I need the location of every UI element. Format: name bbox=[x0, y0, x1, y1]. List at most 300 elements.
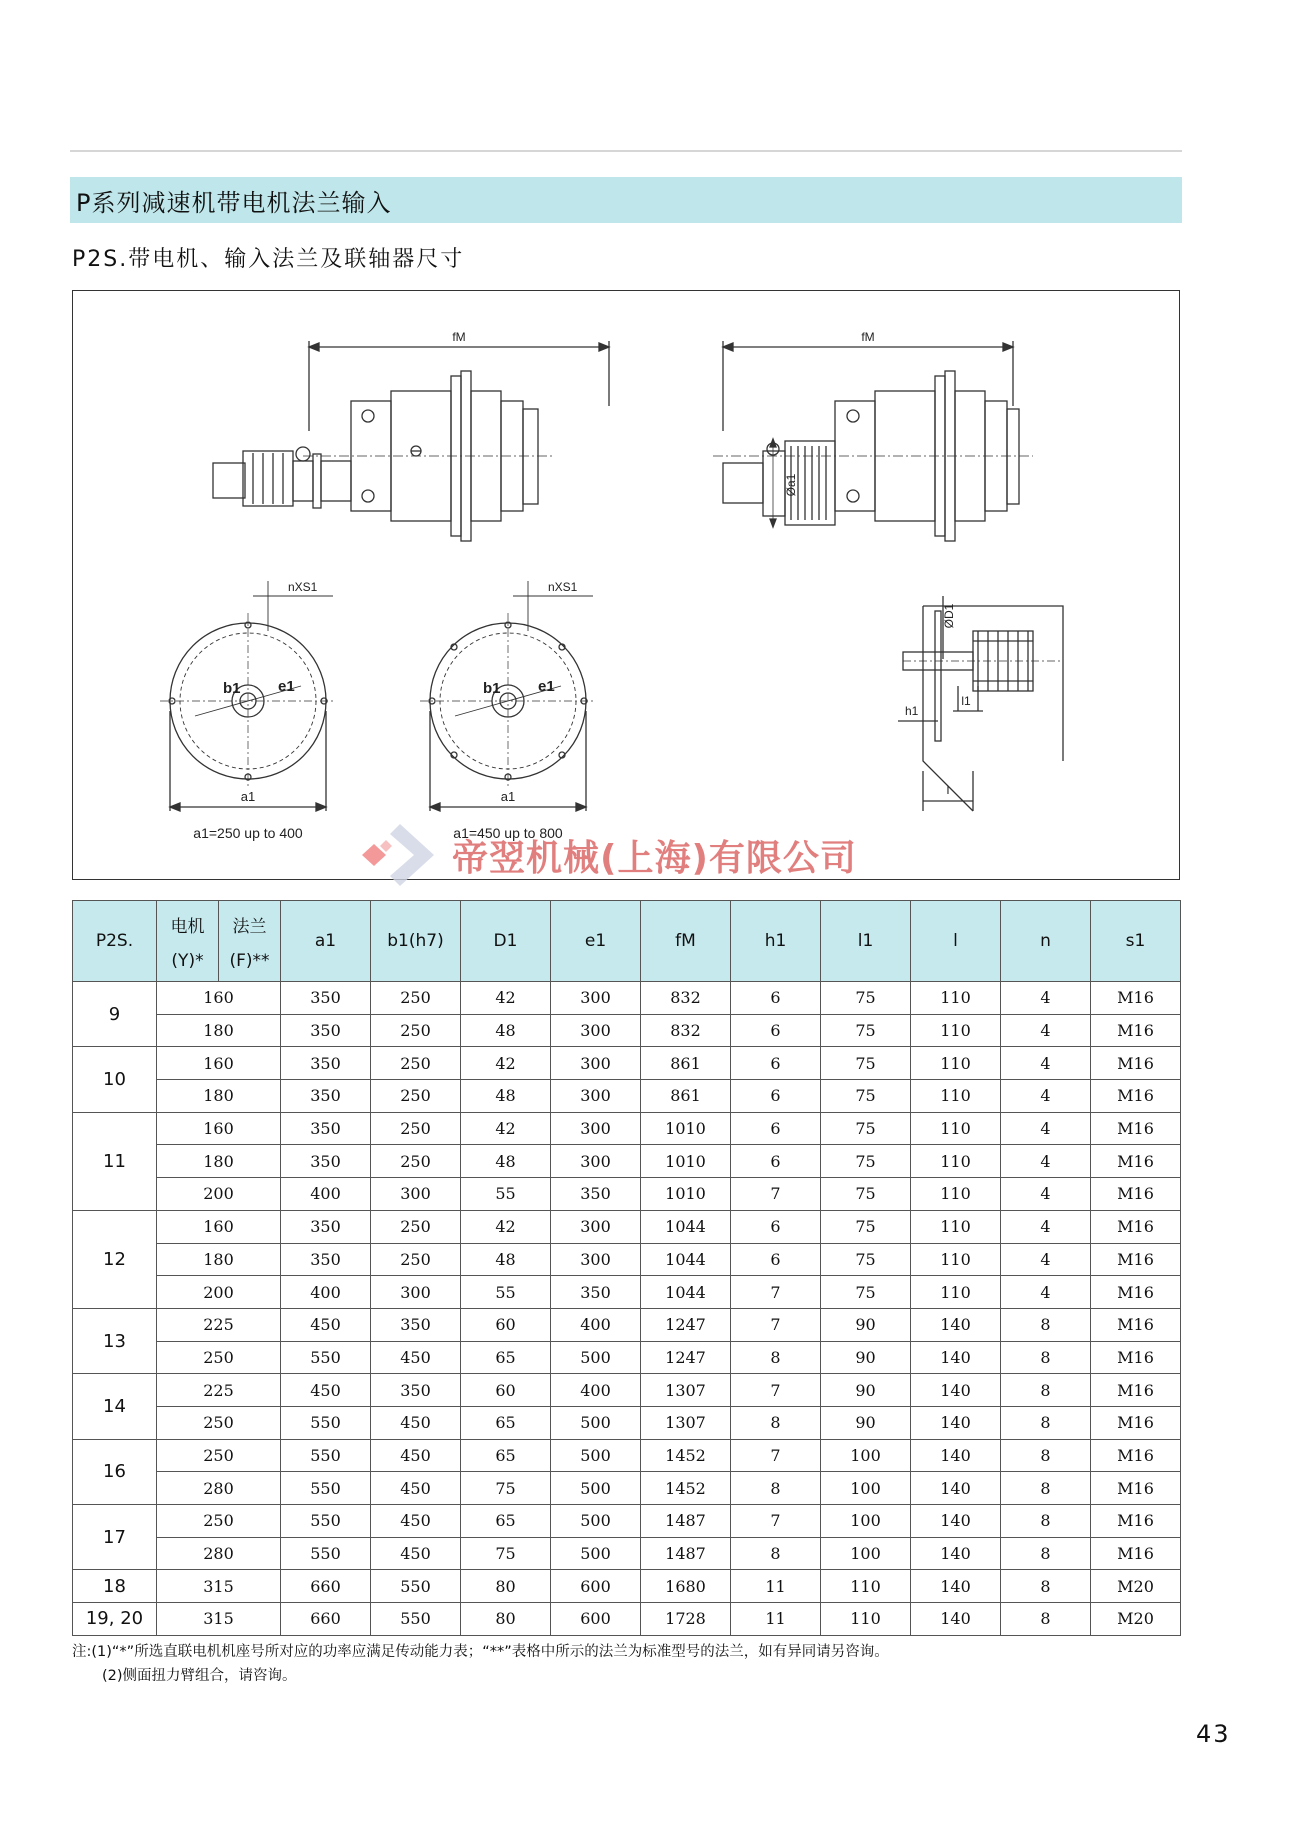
a1-label-2: a1 bbox=[500, 789, 516, 804]
motor-flange-cell: 180 bbox=[157, 1145, 281, 1178]
table-cell: 100 bbox=[821, 1472, 911, 1505]
header-a1: a1 bbox=[281, 901, 371, 982]
motor-flange-cell: 180 bbox=[157, 1080, 281, 1113]
table-cell: 300 bbox=[551, 982, 641, 1015]
table-cell: M16 bbox=[1091, 1505, 1181, 1538]
table-cell: 1452 bbox=[641, 1439, 731, 1472]
table-row bbox=[73, 1374, 1181, 1407]
table-cell: M16 bbox=[1091, 1243, 1181, 1276]
table-cell: M16 bbox=[1091, 1112, 1181, 1145]
table-cell: 110 bbox=[911, 1210, 1001, 1243]
table-cell: 350 bbox=[281, 1145, 371, 1178]
nxs1-label-1: nXS1 bbox=[288, 580, 318, 594]
flange-end-view-small bbox=[160, 580, 336, 841]
table-cell: 1487 bbox=[641, 1537, 731, 1570]
table-cell: 400 bbox=[281, 1178, 371, 1211]
table-cell: 500 bbox=[551, 1472, 641, 1505]
motor-flange-cell: 250 bbox=[157, 1439, 281, 1472]
table-cell: 48 bbox=[461, 1014, 551, 1047]
table-cell: 1728 bbox=[641, 1603, 731, 1636]
table-row bbox=[73, 1505, 1181, 1538]
table-cell: 500 bbox=[551, 1439, 641, 1472]
table-cell: 600 bbox=[551, 1570, 641, 1603]
table-cell: 55 bbox=[461, 1276, 551, 1309]
table-cell: 450 bbox=[371, 1537, 461, 1570]
fm-label-2: fM bbox=[861, 330, 875, 344]
table-cell: 8 bbox=[1001, 1505, 1091, 1538]
table-cell: 1010 bbox=[641, 1112, 731, 1145]
table-cell: 110 bbox=[911, 1080, 1001, 1113]
d1-diameter-label: ØD1 bbox=[942, 603, 956, 629]
section-title: P系列减速机带电机法兰输入 bbox=[76, 188, 392, 217]
table-cell: 7 bbox=[731, 1308, 821, 1341]
table-cell: 6 bbox=[731, 1047, 821, 1080]
table-cell: 400 bbox=[281, 1276, 371, 1309]
table-cell: 140 bbox=[911, 1505, 1001, 1538]
table-header-row bbox=[73, 901, 1181, 982]
table-cell: 300 bbox=[551, 1112, 641, 1145]
table-row bbox=[73, 1014, 1181, 1047]
table-cell: 400 bbox=[551, 1308, 641, 1341]
table-cell: 1487 bbox=[641, 1505, 731, 1538]
table-cell: 110 bbox=[821, 1603, 911, 1636]
table-row bbox=[73, 1472, 1181, 1505]
table-cell: 8 bbox=[731, 1472, 821, 1505]
table-cell: 100 bbox=[821, 1439, 911, 1472]
table-cell: 450 bbox=[371, 1505, 461, 1538]
table-cell: 250 bbox=[371, 1080, 461, 1113]
page-number: 43 bbox=[1196, 1720, 1231, 1748]
table-cell: 1044 bbox=[641, 1243, 731, 1276]
table-row bbox=[73, 1145, 1181, 1178]
watermark bbox=[360, 820, 857, 890]
motor-flange-cell: 160 bbox=[157, 1112, 281, 1145]
table-cell: M16 bbox=[1091, 1537, 1181, 1570]
table-row bbox=[73, 1243, 1181, 1276]
table-cell: 250 bbox=[371, 1112, 461, 1145]
table-cell: 250 bbox=[371, 1210, 461, 1243]
table-cell: 100 bbox=[821, 1505, 911, 1538]
table-cell: 7 bbox=[731, 1505, 821, 1538]
table-cell: 110 bbox=[911, 1014, 1001, 1047]
series-cell: 16 bbox=[73, 1439, 157, 1504]
header-s1: s1 bbox=[1091, 901, 1181, 982]
motor-flange-cell: 180 bbox=[157, 1014, 281, 1047]
table-cell: M20 bbox=[1091, 1603, 1181, 1636]
table-cell: 75 bbox=[461, 1537, 551, 1570]
a1-label-1: a1 bbox=[240, 789, 256, 804]
table-cell: 110 bbox=[911, 982, 1001, 1015]
table-cell: 8 bbox=[1001, 1308, 1091, 1341]
table-cell: 350 bbox=[281, 1112, 371, 1145]
header-flange-bottom: (F)** bbox=[229, 950, 270, 971]
header-flange-top: 法兰 bbox=[232, 916, 267, 937]
table-cell: 4 bbox=[1001, 1014, 1091, 1047]
coupling-section-detail bbox=[898, 596, 1063, 811]
table-cell: 6 bbox=[731, 982, 821, 1015]
table-cell: 75 bbox=[821, 1145, 911, 1178]
series-cell: 13 bbox=[73, 1308, 157, 1373]
table-cell: 450 bbox=[281, 1374, 371, 1407]
table-cell: 660 bbox=[281, 1603, 371, 1636]
table-cell: M16 bbox=[1091, 1210, 1181, 1243]
table-cell: M16 bbox=[1091, 1308, 1181, 1341]
table-cell: 350 bbox=[281, 1243, 371, 1276]
table-cell: 140 bbox=[911, 1374, 1001, 1407]
table-cell: 300 bbox=[551, 1145, 641, 1178]
fm-label-1: fM bbox=[452, 330, 466, 344]
header-l: l bbox=[911, 901, 1001, 982]
technical-drawing bbox=[72, 290, 1180, 880]
header-motor bbox=[157, 901, 219, 982]
table-cell: M16 bbox=[1091, 1374, 1181, 1407]
table-cell: 75 bbox=[821, 1112, 911, 1145]
table-cell: 7 bbox=[731, 1439, 821, 1472]
table-cell: 861 bbox=[641, 1080, 731, 1113]
table-cell: 500 bbox=[551, 1537, 641, 1570]
motor-flange-cell: 250 bbox=[157, 1505, 281, 1538]
table-cell: 42 bbox=[461, 1210, 551, 1243]
table-cell: 75 bbox=[821, 1243, 911, 1276]
table-cell: M16 bbox=[1091, 1341, 1181, 1374]
header-b1: b1(h7) bbox=[371, 901, 461, 982]
table-cell: 8 bbox=[1001, 1374, 1091, 1407]
table-cell: 550 bbox=[281, 1537, 371, 1570]
table-cell: 55 bbox=[461, 1178, 551, 1211]
caption-large-range: a1=450 up to 800 bbox=[453, 825, 563, 841]
table-cell: M16 bbox=[1091, 1472, 1181, 1505]
table-cell: 500 bbox=[551, 1406, 641, 1439]
table-cell: 100 bbox=[821, 1537, 911, 1570]
motor-flange-cell: 280 bbox=[157, 1472, 281, 1505]
table-cell: 350 bbox=[281, 1210, 371, 1243]
header-d1: D1 bbox=[461, 901, 551, 982]
table-cell: 75 bbox=[461, 1472, 551, 1505]
table-cell: 65 bbox=[461, 1341, 551, 1374]
motor-flange-cell: 200 bbox=[157, 1178, 281, 1211]
flange-end-view-large bbox=[420, 580, 596, 841]
table-cell: 8 bbox=[1001, 1406, 1091, 1439]
table-cell: 75 bbox=[821, 982, 911, 1015]
table-cell: 6 bbox=[731, 1112, 821, 1145]
header-l1: l1 bbox=[821, 901, 911, 982]
table-cell: 300 bbox=[371, 1276, 461, 1309]
table-cell: 60 bbox=[461, 1308, 551, 1341]
table-cell: 1010 bbox=[641, 1178, 731, 1211]
table-cell: 8 bbox=[1001, 1603, 1091, 1636]
table-cell: 400 bbox=[551, 1374, 641, 1407]
table-cell: 8 bbox=[731, 1537, 821, 1570]
table-cell: 250 bbox=[371, 982, 461, 1015]
table-cell: 250 bbox=[371, 1145, 461, 1178]
table-cell: 140 bbox=[911, 1439, 1001, 1472]
table-cell: 110 bbox=[911, 1276, 1001, 1309]
b1-label-2: b1 bbox=[483, 680, 501, 697]
table-cell: 1247 bbox=[641, 1341, 731, 1374]
series-cell: 18 bbox=[73, 1570, 157, 1603]
table-cell: 300 bbox=[551, 1243, 641, 1276]
table-row bbox=[73, 1341, 1181, 1374]
table-cell: 350 bbox=[281, 1080, 371, 1113]
table-cell: 550 bbox=[371, 1570, 461, 1603]
series-cell: 9 bbox=[73, 982, 157, 1047]
table-cell: 450 bbox=[371, 1472, 461, 1505]
table-cell: 48 bbox=[461, 1243, 551, 1276]
header-fm: fM bbox=[641, 901, 731, 982]
table-cell: 75 bbox=[821, 1080, 911, 1113]
table-cell: 861 bbox=[641, 1047, 731, 1080]
table-cell: 1247 bbox=[641, 1308, 731, 1341]
table-cell: 6 bbox=[731, 1014, 821, 1047]
table-cell: 550 bbox=[281, 1406, 371, 1439]
table-cell: 90 bbox=[821, 1374, 911, 1407]
page-subtitle: P2S.带电机、输入法兰及联轴器尺寸 bbox=[72, 247, 465, 272]
table-cell: 4 bbox=[1001, 1276, 1091, 1309]
table-cell: M16 bbox=[1091, 1145, 1181, 1178]
table-cell: 450 bbox=[371, 1439, 461, 1472]
table-cell: 4 bbox=[1001, 1112, 1091, 1145]
motor-flange-cell: 200 bbox=[157, 1276, 281, 1309]
nxs1-label-2: nXS1 bbox=[548, 580, 578, 594]
motor-flange-cell: 225 bbox=[157, 1374, 281, 1407]
table-cell: 75 bbox=[821, 1047, 911, 1080]
table-cell: 550 bbox=[281, 1472, 371, 1505]
top-rule bbox=[70, 150, 1182, 152]
table-cell: 8 bbox=[1001, 1439, 1091, 1472]
table-cell: 42 bbox=[461, 982, 551, 1015]
table-cell: 110 bbox=[911, 1243, 1001, 1276]
table-cell: 48 bbox=[461, 1080, 551, 1113]
dimension-table bbox=[72, 900, 1181, 1636]
series-cell: 14 bbox=[73, 1374, 157, 1439]
table-body bbox=[73, 982, 1181, 1636]
company-logo-icon bbox=[360, 820, 446, 890]
table-cell: 660 bbox=[281, 1570, 371, 1603]
table-cell: 4 bbox=[1001, 1243, 1091, 1276]
table-cell: 7 bbox=[731, 1374, 821, 1407]
table-row bbox=[73, 1080, 1181, 1113]
table-cell: 300 bbox=[551, 1014, 641, 1047]
table-cell: 8 bbox=[1001, 1570, 1091, 1603]
table-cell: 140 bbox=[911, 1406, 1001, 1439]
table-cell: 832 bbox=[641, 982, 731, 1015]
table-cell: 11 bbox=[731, 1603, 821, 1636]
table-cell: 140 bbox=[911, 1472, 1001, 1505]
table-cell: M16 bbox=[1091, 1014, 1181, 1047]
table-cell: 110 bbox=[821, 1570, 911, 1603]
table-cell: 140 bbox=[911, 1308, 1001, 1341]
header-h1: h1 bbox=[731, 901, 821, 982]
table-cell: 75 bbox=[821, 1014, 911, 1047]
section-banner bbox=[70, 177, 1182, 223]
table-cell: 140 bbox=[911, 1570, 1001, 1603]
footnotes bbox=[72, 1640, 889, 1688]
table-cell: M16 bbox=[1091, 982, 1181, 1015]
table-cell: 11 bbox=[731, 1570, 821, 1603]
table-cell: 550 bbox=[281, 1505, 371, 1538]
table-cell: 350 bbox=[551, 1276, 641, 1309]
table-cell: 4 bbox=[1001, 1047, 1091, 1080]
table-cell: 600 bbox=[551, 1603, 641, 1636]
table-cell: 250 bbox=[371, 1047, 461, 1080]
table-cell: 350 bbox=[281, 1047, 371, 1080]
table-cell: 110 bbox=[911, 1178, 1001, 1211]
table-cell: M20 bbox=[1091, 1570, 1181, 1603]
table-cell: 48 bbox=[461, 1145, 551, 1178]
table-row bbox=[73, 1210, 1181, 1243]
table-cell: 1044 bbox=[641, 1210, 731, 1243]
e1-label-2: e1 bbox=[538, 678, 555, 695]
table-row bbox=[73, 1112, 1181, 1145]
table-cell: 550 bbox=[371, 1603, 461, 1636]
table-cell: 42 bbox=[461, 1112, 551, 1145]
table-cell: 350 bbox=[281, 1014, 371, 1047]
header-motor-bottom: (Y)* bbox=[171, 950, 204, 971]
series-cell: 12 bbox=[73, 1210, 157, 1308]
motor-flange-cell: 315 bbox=[157, 1603, 281, 1636]
table-cell: 90 bbox=[821, 1308, 911, 1341]
footnote-1: 注:(1)“*”所选直联电机机座号所对应的功率应满足传动能力表；“**”表格中所示的法兰为标准型号的法兰，如有异同请另咨询。 bbox=[72, 1644, 889, 1660]
table-cell: 300 bbox=[551, 1080, 641, 1113]
table-cell: 8 bbox=[1001, 1341, 1091, 1374]
series-cell: 19, 20 bbox=[73, 1603, 157, 1636]
table-cell: 75 bbox=[821, 1178, 911, 1211]
table-cell: 550 bbox=[281, 1439, 371, 1472]
table-cell: 1044 bbox=[641, 1276, 731, 1309]
header-flange bbox=[219, 901, 281, 982]
b1-label-1: b1 bbox=[223, 680, 241, 697]
footnote-2: (2)侧面扭力臂组合，请咨询。 bbox=[102, 1668, 297, 1684]
table-row bbox=[73, 1047, 1181, 1080]
table-cell: 350 bbox=[371, 1374, 461, 1407]
table-row bbox=[73, 982, 1181, 1015]
table-cell: M16 bbox=[1091, 1276, 1181, 1309]
table-cell: 450 bbox=[281, 1308, 371, 1341]
table-row bbox=[73, 1603, 1181, 1636]
table-cell: 4 bbox=[1001, 1178, 1091, 1211]
table-cell: 80 bbox=[461, 1570, 551, 1603]
table-cell: 4 bbox=[1001, 1145, 1091, 1178]
l1-label: l1 bbox=[961, 694, 971, 708]
motor-flange-cell: 160 bbox=[157, 1210, 281, 1243]
header-n: n bbox=[1001, 901, 1091, 982]
motor-flange-cell: 280 bbox=[157, 1537, 281, 1570]
table-row bbox=[73, 1276, 1181, 1309]
motor-flange-cell: 225 bbox=[157, 1308, 281, 1341]
series-cell: 11 bbox=[73, 1112, 157, 1210]
table-cell: 140 bbox=[911, 1603, 1001, 1636]
table-row bbox=[73, 1537, 1181, 1570]
table-cell: 60 bbox=[461, 1374, 551, 1407]
reducer-with-motor-view bbox=[213, 330, 609, 541]
table-cell: M16 bbox=[1091, 1439, 1181, 1472]
a1-diameter-label: Øa1 bbox=[784, 473, 798, 497]
motor-flange-cell: 250 bbox=[157, 1406, 281, 1439]
table-cell: 450 bbox=[371, 1341, 461, 1374]
l-label: l bbox=[946, 783, 950, 797]
table-cell: 8 bbox=[1001, 1472, 1091, 1505]
series-cell: 17 bbox=[73, 1505, 157, 1570]
table-cell: 1010 bbox=[641, 1145, 731, 1178]
table-row bbox=[73, 1308, 1181, 1341]
table-cell: 140 bbox=[911, 1341, 1001, 1374]
table-row bbox=[73, 1570, 1181, 1603]
table-cell: 1307 bbox=[641, 1406, 731, 1439]
table-cell: 300 bbox=[551, 1210, 641, 1243]
table-cell: 6 bbox=[731, 1145, 821, 1178]
table-cell: 7 bbox=[731, 1276, 821, 1309]
table-row bbox=[73, 1406, 1181, 1439]
e1-label-1: e1 bbox=[278, 678, 295, 695]
header-e1: e1 bbox=[551, 901, 641, 982]
watermark-text: 帝翌机械(上海)有限公司 bbox=[452, 837, 857, 879]
table-cell: 140 bbox=[911, 1537, 1001, 1570]
motor-flange-cell: 180 bbox=[157, 1243, 281, 1276]
table-cell: 65 bbox=[461, 1439, 551, 1472]
table-cell: 42 bbox=[461, 1047, 551, 1080]
table-cell: 250 bbox=[371, 1014, 461, 1047]
table-cell: 1452 bbox=[641, 1472, 731, 1505]
header-series: P2S. bbox=[73, 901, 157, 982]
h1-label: h1 bbox=[905, 704, 919, 718]
table-cell: 6 bbox=[731, 1080, 821, 1113]
table-cell: 350 bbox=[551, 1178, 641, 1211]
table-cell: 4 bbox=[1001, 1080, 1091, 1113]
table-cell: M16 bbox=[1091, 1178, 1181, 1211]
table-cell: 500 bbox=[551, 1341, 641, 1374]
table-cell: 550 bbox=[281, 1341, 371, 1374]
table-cell: 8 bbox=[1001, 1537, 1091, 1570]
table-cell: 832 bbox=[641, 1014, 731, 1047]
table-cell: M16 bbox=[1091, 1406, 1181, 1439]
reducer-with-flange-view bbox=[713, 330, 1033, 541]
table-cell: 350 bbox=[281, 982, 371, 1015]
drawing-svg bbox=[73, 291, 1181, 881]
table-cell: 1680 bbox=[641, 1570, 731, 1603]
table-cell: 1307 bbox=[641, 1374, 731, 1407]
table-cell: 90 bbox=[821, 1341, 911, 1374]
table-cell: 90 bbox=[821, 1406, 911, 1439]
table-cell: 75 bbox=[821, 1210, 911, 1243]
table-cell: 300 bbox=[551, 1047, 641, 1080]
table-cell: 110 bbox=[911, 1145, 1001, 1178]
table-cell: 350 bbox=[371, 1308, 461, 1341]
caption-small-range: a1=250 up to 400 bbox=[193, 825, 303, 841]
table-cell: M16 bbox=[1091, 1080, 1181, 1113]
motor-flange-cell: 160 bbox=[157, 1047, 281, 1080]
motor-flange-cell: 160 bbox=[157, 982, 281, 1015]
header-motor-top: 电机 bbox=[170, 916, 205, 937]
table-cell: 75 bbox=[821, 1276, 911, 1309]
motor-flange-cell: 250 bbox=[157, 1341, 281, 1374]
series-cell: 10 bbox=[73, 1047, 157, 1112]
table-row bbox=[73, 1439, 1181, 1472]
table-cell: 8 bbox=[731, 1341, 821, 1374]
table-cell: 6 bbox=[731, 1210, 821, 1243]
table-row bbox=[73, 1178, 1181, 1211]
table-cell: 4 bbox=[1001, 1210, 1091, 1243]
table-cell: 8 bbox=[731, 1406, 821, 1439]
table-cell: 110 bbox=[911, 1047, 1001, 1080]
table-cell: 6 bbox=[731, 1243, 821, 1276]
table-cell: 4 bbox=[1001, 982, 1091, 1015]
table-cell: 450 bbox=[371, 1406, 461, 1439]
table-cell: 80 bbox=[461, 1603, 551, 1636]
table-cell: 7 bbox=[731, 1178, 821, 1211]
table-cell: 250 bbox=[371, 1243, 461, 1276]
table-cell: 65 bbox=[461, 1505, 551, 1538]
table-cell: M16 bbox=[1091, 1047, 1181, 1080]
